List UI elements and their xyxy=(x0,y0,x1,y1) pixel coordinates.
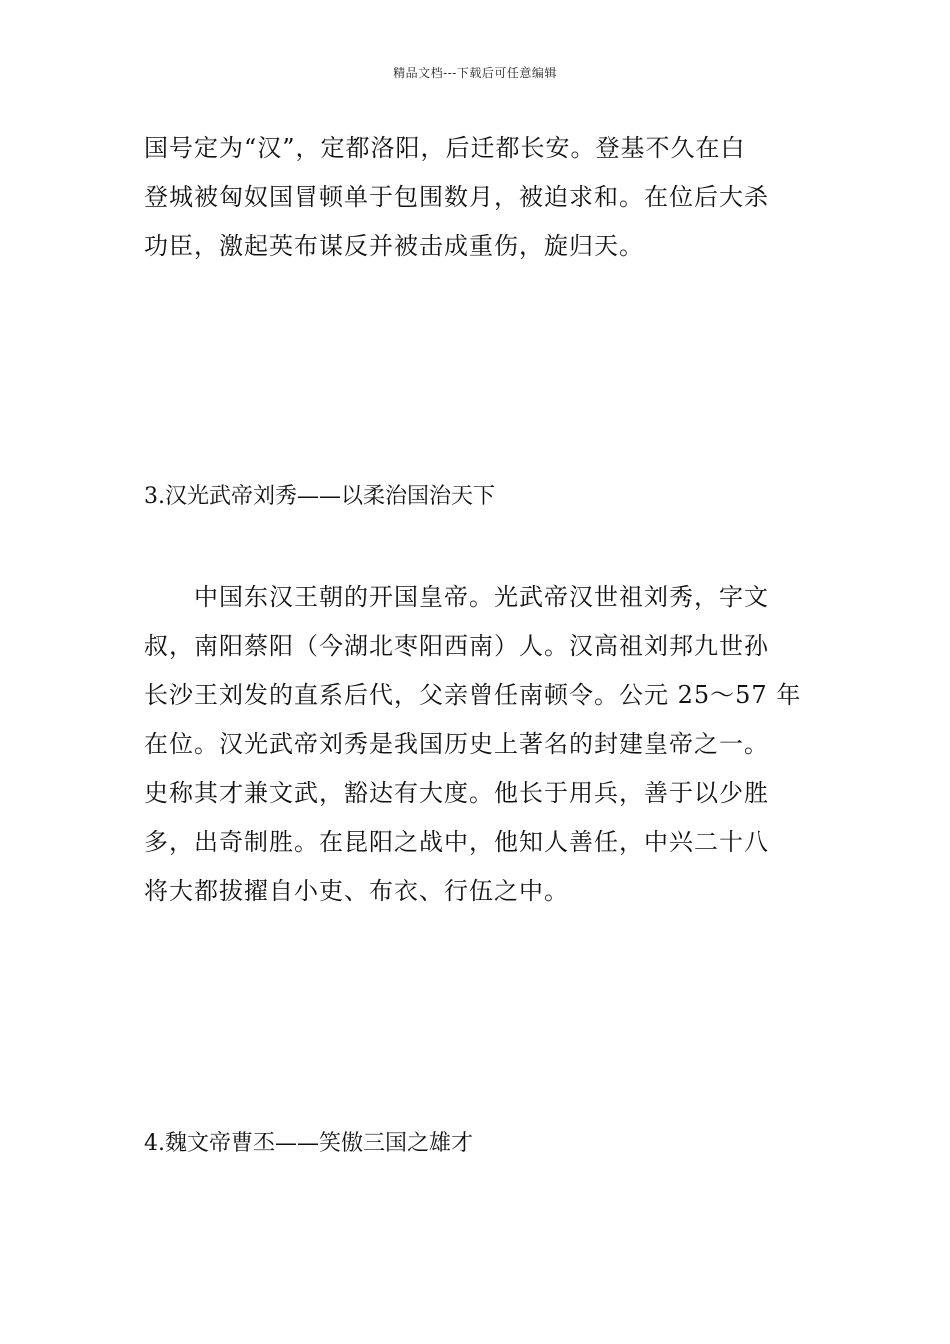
section-heading-3: 3.汉光武帝刘秀——以柔治国治天下 xyxy=(144,484,495,509)
paragraph-line: 中国东汉王朝的开国皇帝。光武帝汉世祖刘秀，字文 xyxy=(144,583,769,611)
paragraph-line: 国号定为“汉”，定都洛阳，后迁都长安。登基不久在白 xyxy=(144,134,746,162)
paragraph-line: 多，出奇制胜。在昆阳之战中，他知人善任，中兴二十八 xyxy=(144,828,769,856)
paragraph-line: 将大都拔擢自小吏、布衣、行伍之中。 xyxy=(144,877,569,905)
paragraph-line: 叔，南阳蔡阳（今湖北枣阳西南）人。汉高祖刘邦九世孙 xyxy=(144,632,769,660)
paragraph-line: 史称其才兼文武，豁达有大度。他长于用兵，善于以少胜 xyxy=(144,779,769,807)
paragraph-line: 登城被匈奴国冒顿单于包围数月，被迫求和。在位后大杀 xyxy=(144,183,769,211)
section-heading-4: 4.魏文帝曹丕——笑傲三国之雄才 xyxy=(144,1131,473,1156)
page-header: 精品文档---下载后可任意编辑 xyxy=(393,66,557,80)
paragraph-line: 长沙王刘发的直系后代，父亲曾任南顿令。公元 25～57 年 xyxy=(144,681,802,709)
paragraph-liu-xiu xyxy=(144,573,808,916)
paragraph-line: 功臣，激起英布谋反并被击成重伤，旋归天。 xyxy=(144,232,644,260)
paragraph-gaozu-continued xyxy=(144,124,808,271)
paragraph-line: 在位。汉光武帝刘秀是我国历史上著名的封建皇帝之一。 xyxy=(144,730,769,758)
